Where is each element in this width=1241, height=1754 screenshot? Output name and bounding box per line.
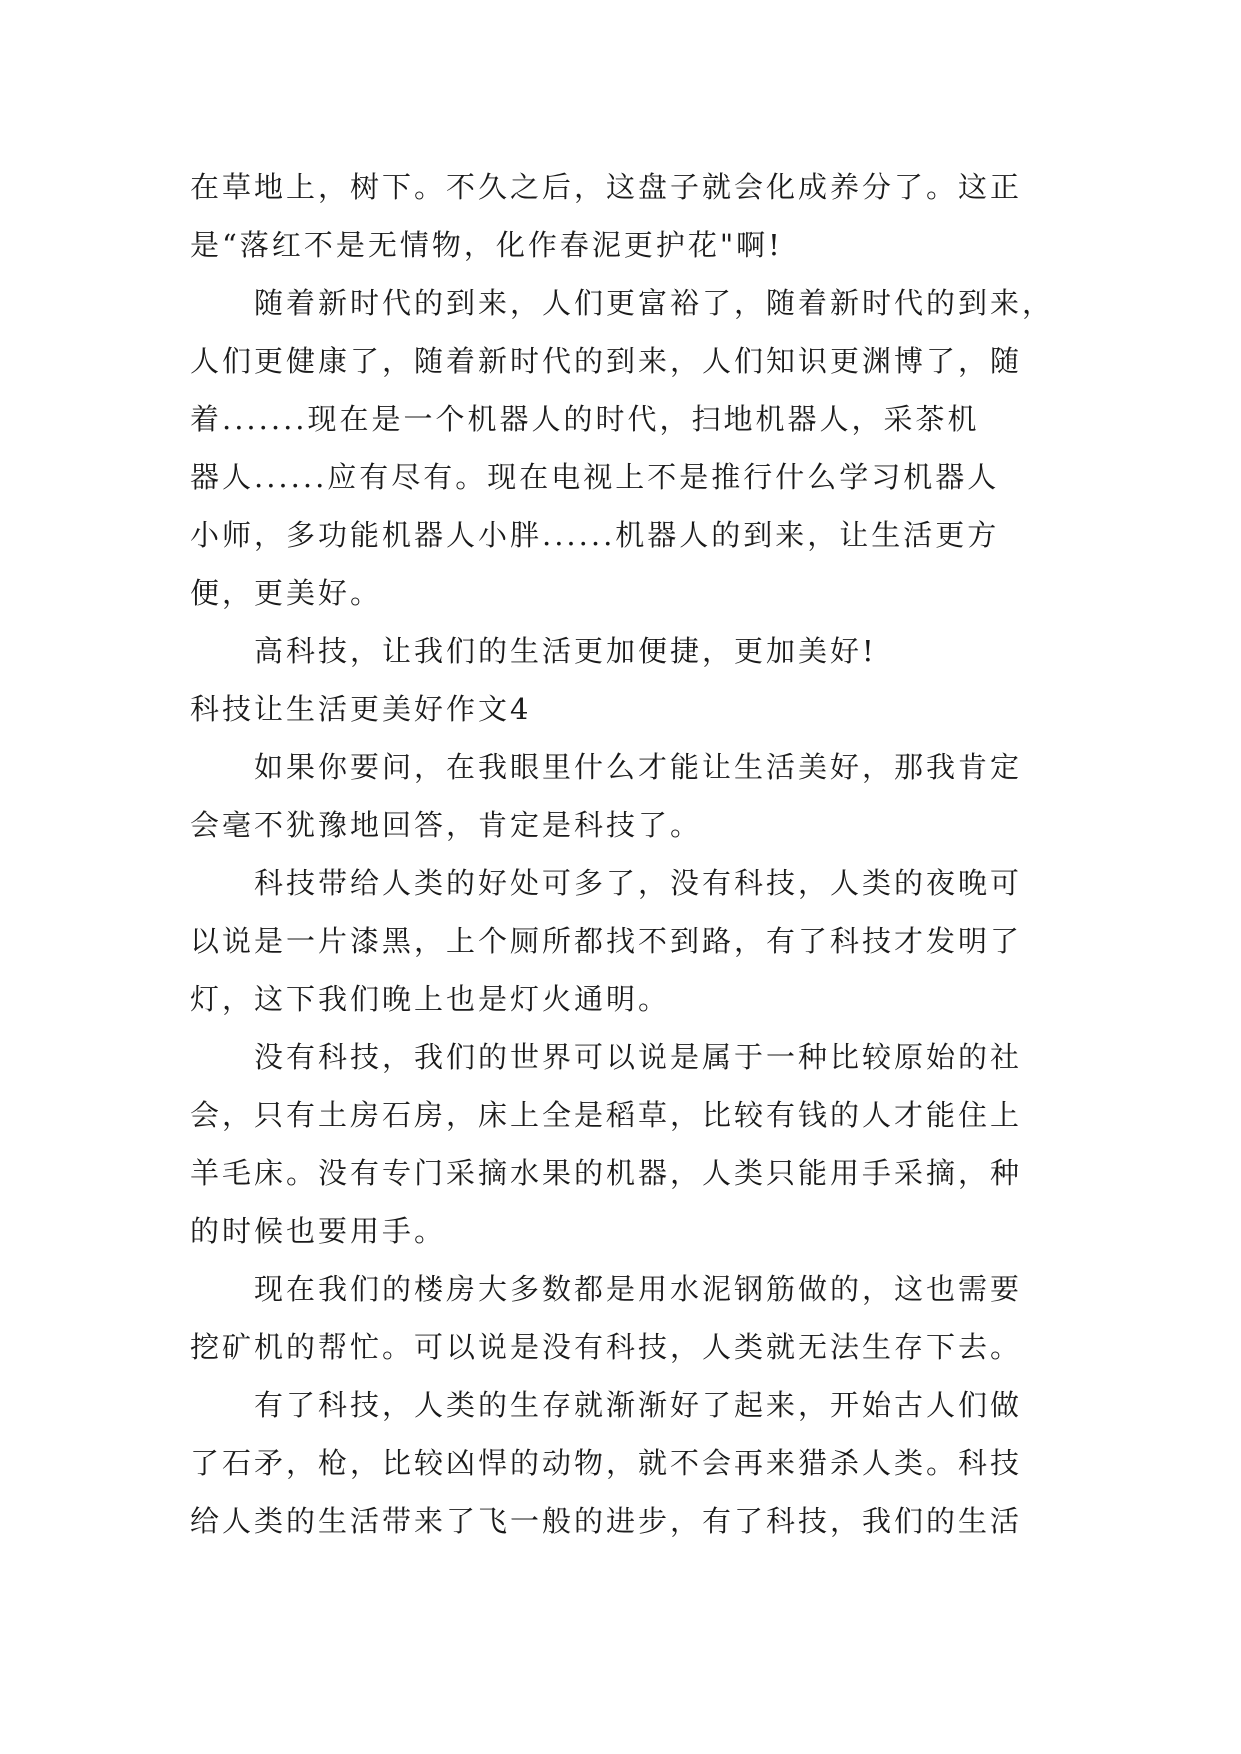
section-heading: 科技让生活更美好作文4 bbox=[190, 692, 532, 726]
text-line: 挖矿机的帮忙。可以说是没有科技，人类就无法生存下去。 bbox=[190, 1330, 1023, 1364]
document-body bbox=[190, 158, 1070, 1550]
paragraph-start-line: 科技带给人类的好处可多了，没有科技，人类的夜晚可 bbox=[254, 866, 1023, 900]
text-line: 灯，这下我们晚上也是灯火通明。 bbox=[190, 982, 671, 1016]
text-line: 着.......现在是一个机器人的时代，扫地机器人，采茶机 bbox=[190, 402, 980, 436]
text-line: 了石矛，枪，比较凶悍的动物，就不会再来猎杀人类。科技 bbox=[190, 1446, 1023, 1480]
paragraph-start-line: 现在我们的楼房大多数都是用水泥钢筋做的，这也需要 bbox=[254, 1272, 1023, 1306]
paragraph-start-line: 随着新时代的到来，人们更富裕了，随着新时代的到来， bbox=[254, 286, 1055, 320]
paragraph-start-line: 有了科技，人类的生存就渐渐好了起来，开始古人们做 bbox=[254, 1388, 1023, 1422]
text-line: 会，只有土房石房，床上全是稻草，比较有钱的人才能住上 bbox=[190, 1098, 1023, 1132]
text-line: 在草地上，树下。不久之后，这盘子就会化成养分了。这正 bbox=[190, 170, 1023, 204]
text-line: 的时候也要用手。 bbox=[190, 1214, 447, 1248]
text-line: 器人......应有尽有。现在电视上不是推行什么学习机器人 bbox=[190, 460, 1000, 494]
paragraph-start-line: 如果你要问，在我眼里什么才能让生活美好，那我肯定 bbox=[254, 750, 1023, 784]
paragraph-start-line: 高科技，让我们的生活更加便捷，更加美好! bbox=[254, 634, 877, 668]
text-line: 人们更健康了，随着新时代的到来，人们知识更渊博了，随 bbox=[190, 344, 1023, 378]
text-line: 便，更美好。 bbox=[190, 576, 383, 610]
text-line: 小师，多功能机器人小胖......机器人的到来，让生活更方 bbox=[190, 518, 1000, 552]
text-line: 以说是一片漆黑，上个厕所都找不到路，有了科技才发明了 bbox=[190, 924, 1023, 958]
text-line: 羊毛床。没有专门采摘水果的机器，人类只能用手采摘，种 bbox=[190, 1156, 1023, 1190]
text-line: 给人类的生活带来了飞一般的进步，有了科技，我们的生活 bbox=[190, 1504, 1023, 1538]
text-line: 是“落红不是无情物，化作春泥更护花"啊! bbox=[190, 228, 783, 262]
text-line: 会毫不犹豫地回答，肯定是科技了。 bbox=[190, 808, 703, 842]
paragraph-start-line: 没有科技，我们的世界可以说是属于一种比较原始的社 bbox=[254, 1040, 1023, 1074]
